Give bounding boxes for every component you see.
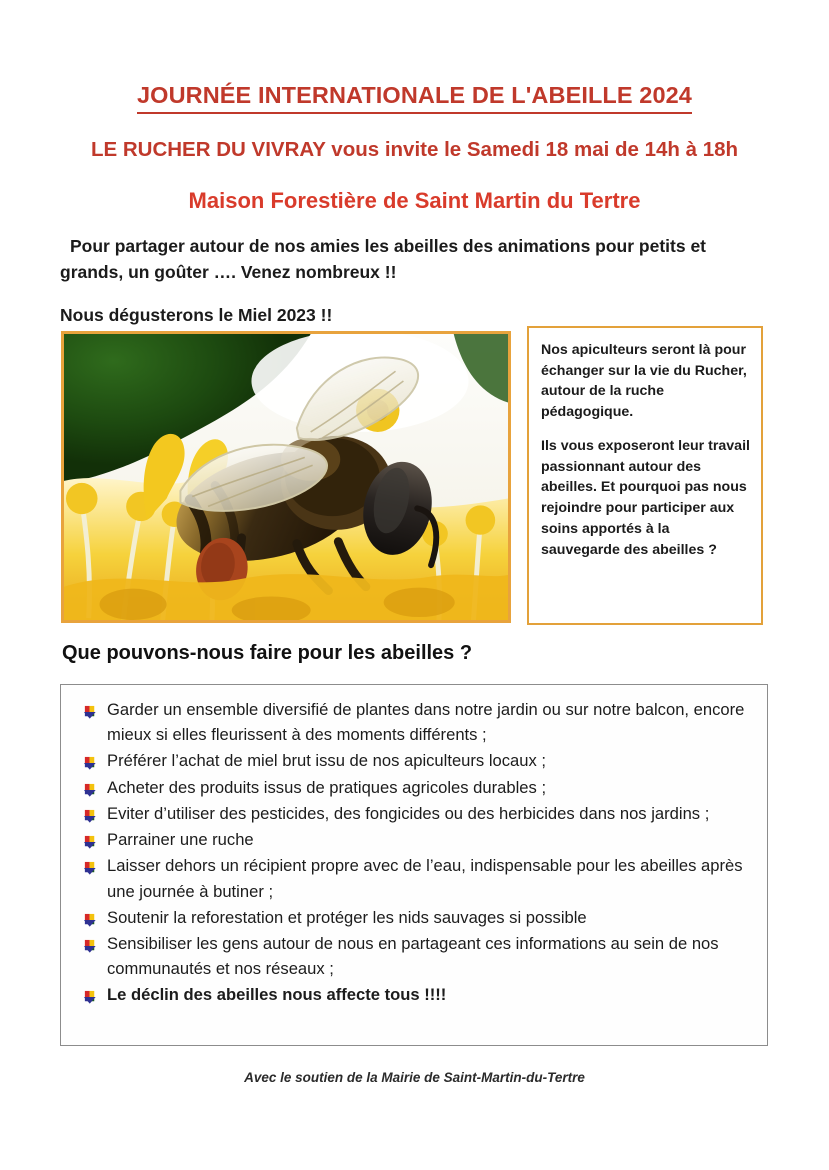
event-venue-line: Maison Forestière de Saint Martin du Tertre	[188, 188, 641, 213]
four-color-arrow-bullet-icon	[83, 780, 98, 795]
honey-tasting-line: Nous dégusterons le Miel 2023 !!	[60, 305, 333, 325]
list-item	[75, 748, 753, 773]
sidebox-paragraph-1: Nos apiculteurs seront là pour échanger sur la vie du Rucher, autour de la ruche pédagogique.	[541, 342, 747, 421]
list-item-text: Laisser dehors un récipient propre avec de l’eau, indispensable pour les abeilles après une journée à butiner ;	[107, 856, 743, 901]
list-item	[75, 697, 753, 747]
list-item-text: Eviter d’utiliser des pesticides, des fongicides ou des herbicides dans nos jardins ;	[107, 803, 710, 823]
list-item	[75, 827, 753, 852]
list-item-text: Sensibiliser les gens autour de nous en partageant ces informations au sein de nos communautés et nos réseaux ;	[107, 933, 719, 979]
list-item	[75, 931, 753, 981]
four-color-arrow-bullet-icon	[83, 753, 98, 768]
event-invitation-line: LE RUCHER DU VIVRAY vous invite le Samedi 18 mai de 14h à 18h	[90, 138, 739, 161]
four-color-arrow-bullet-icon	[83, 987, 98, 1002]
list-item	[75, 905, 753, 930]
list-item-text: Soutenir la reforestation et protéger les nids sauvages si possible	[107, 907, 587, 927]
bee-photo-illustration	[64, 334, 508, 620]
intro-paragraph: Pour partager autour de nos amies les abeilles des animations pour petits et grands, un goûter …. Venez nombreux !!	[60, 236, 707, 282]
four-color-arrow-bullet-icon	[83, 910, 98, 925]
page-title-text: JOURNÉE INTERNATIONALE DE L'ABEILLE 2024	[137, 82, 692, 114]
list-item-text: Garder un ensemble diversifié de plantes dans notre jardin ou sur notre balcon, encore mieux si elles fleurissent à des moments différents ;	[107, 700, 745, 745]
section-heading-question: Que pouvons-nous faire pour les abeilles ?	[62, 642, 473, 664]
footer-credit: Avec le soutien de la Mairie de Saint-Martin-du-Tertre	[244, 1070, 585, 1085]
actions-list	[75, 697, 753, 1008]
beekeepers-info-box	[527, 326, 763, 625]
list-item-text: Le déclin des abeilles nous affecte tous !!!!	[107, 985, 447, 1005]
list-item	[75, 801, 753, 826]
four-color-arrow-bullet-icon	[83, 702, 98, 717]
list-item	[75, 853, 753, 903]
bee-photo	[61, 331, 511, 623]
list-item	[75, 775, 753, 800]
four-color-arrow-bullet-icon	[83, 832, 98, 847]
sidebox-paragraph-2: Ils vous exposeront leur travail passionnant autour des abeilles. Et pourquoi pas nous rejoindre pour participer aux soins apportés à la sauvegarde des abeilles ?	[541, 437, 750, 558]
list-item-text: Préférer l’achat de miel brut issu de nos apiculteurs locaux ;	[107, 751, 547, 771]
list-item	[75, 982, 753, 1007]
four-color-arrow-bullet-icon	[83, 936, 98, 951]
four-color-arrow-bullet-icon	[83, 858, 98, 873]
list-item-text: Acheter des produits issus de pratiques agricoles durables ;	[107, 777, 547, 797]
actions-list-box	[60, 684, 768, 1046]
four-color-arrow-bullet-icon	[83, 806, 98, 821]
list-item-text: Parrainer une ruche	[107, 830, 254, 850]
page-title	[0, 82, 829, 114]
